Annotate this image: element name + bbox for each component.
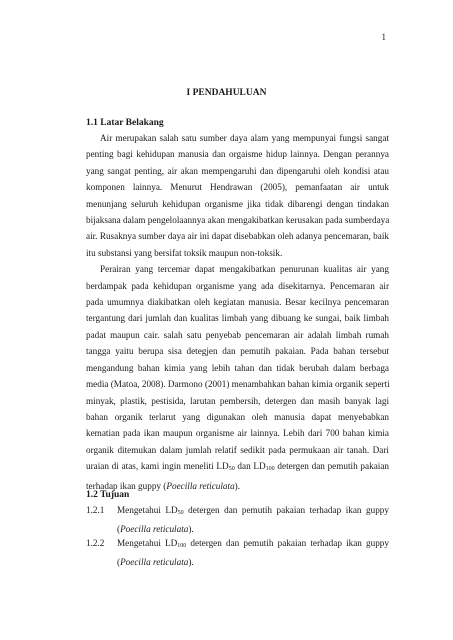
text-fragment: detergen dan pemutih pakaian (274, 461, 390, 472)
text-line: penting bagi kehidupan manusia dan orgaisme hidup lainnya. Dengan perannya (86, 149, 389, 160)
text-line: Air merupakan salah satu sumber daya alam yang mempunyai fungsi sangat (100, 133, 389, 143)
text-line: padat maupun cair. salah satu penyebab pencemaran air adalah limbah rumah (86, 329, 389, 340)
objective-item (86, 502, 389, 538)
objective-number: 1.2.2 (86, 538, 105, 548)
species-name: Poecilla reticulata (120, 524, 189, 535)
text-line: Perairan yang tercemar dapat mengakibatkan penurunan kualitas air yang (100, 264, 389, 275)
objective-number: 1.2.1 (86, 505, 105, 515)
text-line (117, 535, 389, 554)
text-line: minyak, plastik, pestisida, larutan pembersih, detergen dan masih banyak lagi (86, 395, 389, 406)
text-fragment: uraian di atas, kami ingin meneliti LD (86, 461, 229, 472)
text-line: yang sangat penting, air akan mempengaruhi dan dipengaruhi oleh kondisi atau (86, 165, 389, 176)
subscript: 100 (177, 543, 187, 549)
text-line (117, 502, 389, 521)
text-fragment: ( (117, 557, 121, 568)
objective-item (86, 535, 389, 571)
text-fragment: detergen dan pemutih pakaian terhadap ikan guppy (183, 505, 389, 515)
section-heading-latar-belakang: 1.1 Latar Belakang (86, 118, 164, 128)
text-line (86, 458, 389, 477)
text-line: media (Matoa, 2008). Darmono (2001) menambahkan bahan kimia organik seperti (86, 379, 390, 390)
text-fragment: Mengetahui LD (117, 505, 178, 515)
text-line: kematian pada ikan maupun organisme air lainnya. Lebih dari 700 bahan kimia (86, 428, 389, 439)
text-line (117, 554, 389, 570)
text-line: tangga yaitu berupa sisa detegjen dan pemutih pakaian. Pada bahan tersebut (86, 346, 389, 357)
subscript: 100 (265, 466, 275, 473)
chapter-title: I PENDAHULUAN (186, 88, 267, 98)
text-fragment: ). (188, 524, 194, 535)
text-fragment: terhadap ikan guppy ( (86, 480, 167, 491)
page-number: 1 (381, 32, 386, 42)
text-line: tergantung dari jumlah dan kualitas limbah yang dibuang ke sungai, baik limbah (86, 313, 389, 324)
subscript: 50 (177, 510, 184, 516)
text-fragment: ). (188, 557, 194, 568)
text-line: komponen lainnya. Menurut Hendrawan (2005), pemanfaatan air untuk (86, 182, 389, 193)
text-line: mengandung bahan kimia yang lebih tahan dan tidak berubah dalam berbaga (86, 362, 389, 373)
text-fragment: detergen dan pemutih pakaian terhadap ikan guppy (186, 538, 389, 548)
body-text-section-1 (86, 130, 389, 494)
text-fragment: ). (234, 480, 241, 491)
species-name: Poecilla reticulata (120, 557, 189, 568)
text-line: itu substansi yang bersifat toksik maupun non-toksik. (86, 247, 283, 258)
section-heading-tujuan: 1.2 Tujuan (86, 490, 130, 500)
text-fragment: ( (117, 524, 121, 535)
text-line: berdampak pada kehidupan organisme yang ada disekitarnya. Pencemaran air (86, 280, 389, 291)
text-line: organik ditemukan dalam jumlah relatif sedikit pada permukaan air tanah. Dari (86, 444, 389, 455)
text-line: bijaksana dalam pengelolaannya akan mengakibatkan kerusakan pada sumberdaya (86, 215, 390, 226)
text-fragment: Mengetahui LD (117, 538, 178, 548)
text-line: pada umumnya diakibatkan oleh kegiatan manusia. Besar kecilnya pencemaran (86, 297, 389, 308)
text-fragment: dan LD (234, 461, 266, 472)
paragraph-2 (86, 261, 389, 494)
subscript: 50 (228, 466, 235, 473)
text-line: menunjang seluruh kehidupan organisme jika tidak dibarengi dengan tindakan (86, 198, 389, 209)
objective-text (117, 535, 389, 571)
objective-text (117, 502, 389, 538)
text-line (86, 478, 389, 494)
text-line: air. Rusaknya sumber daya air ini dapat disebabkan oleh adanya pencemaran, baik (86, 231, 389, 242)
species-name: Poecilla reticulata (166, 480, 235, 491)
paragraph-1 (86, 130, 389, 261)
text-line: bahan organik terlarut yang digunakan oleh manusia dapat menyebabkan (86, 411, 389, 422)
